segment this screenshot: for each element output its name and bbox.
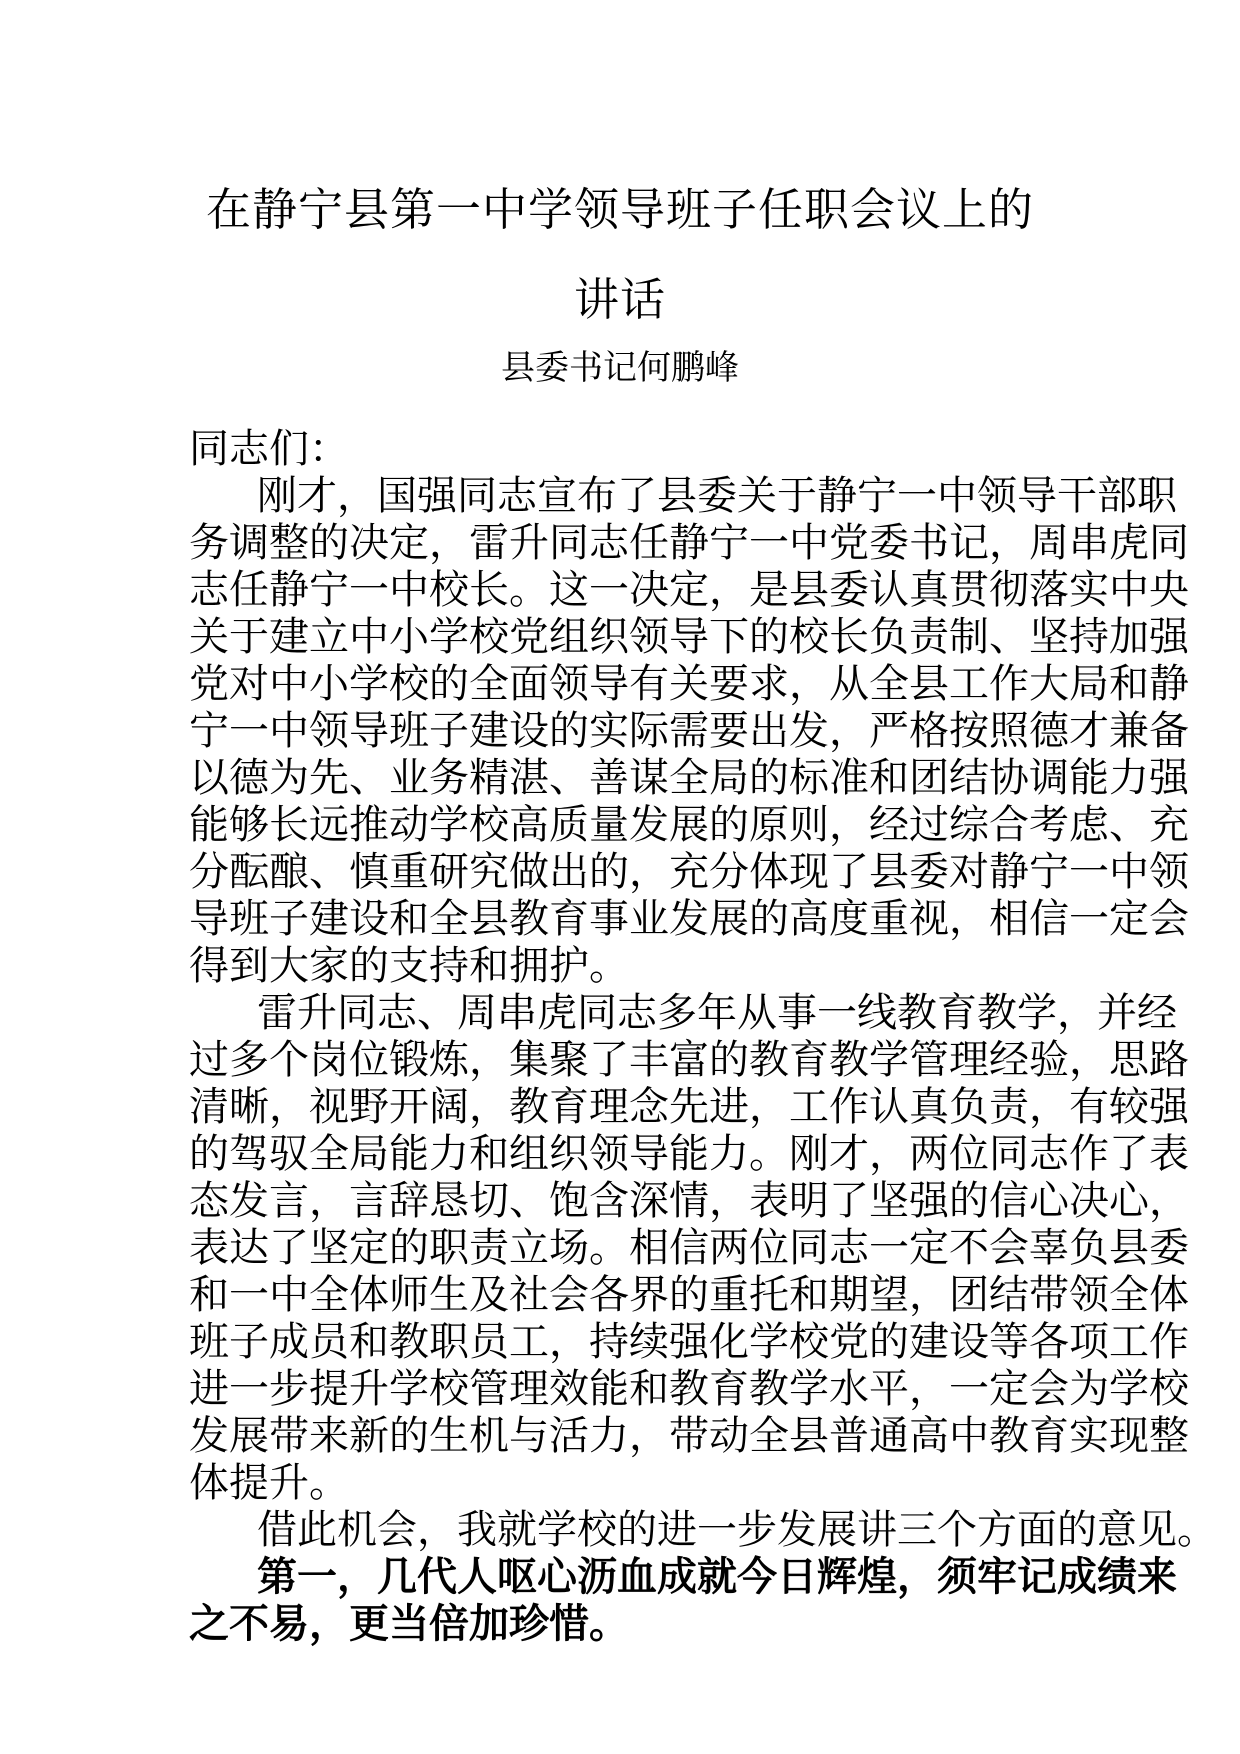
body-text-line: 借此机会，我就学校的进一步发展讲三个方面的意见。 — [257, 1507, 1217, 1553]
body-text-line: 志任静宁一中校长。这一决定，是县委认真贯彻落实中央 — [189, 567, 1189, 613]
body-text-line: 雷升同志、周串虎同志多年从事一线教育教学，并经 — [257, 990, 1177, 1036]
body-text-line: 体提升。 — [189, 1460, 349, 1506]
body-text-line: 和一中全体师生及社会各界的重托和期望，团结带领全体 — [189, 1272, 1189, 1318]
body-text-line: 发展带来新的生机与活力，带动全县普通高中教育实现整 — [189, 1413, 1189, 1459]
body-text-line: 以德为先、业务精湛、善谋全局的标准和团结协调能力强 — [189, 755, 1189, 801]
body-text-line: 进一步提升学校管理效能和教育教学水平，一定会为学校 — [189, 1366, 1189, 1412]
body-text-line: 清晰，视野开阔，教育理念先进，工作认真负责，有较强 — [189, 1084, 1189, 1130]
body-text-line: 能够长远推动学校高质量发展的原则，经过综合考虑、充 — [189, 802, 1189, 848]
body-text-line: 态发言，言辞恳切、饱含深情，表明了坚强的信心决心， — [189, 1178, 1189, 1224]
body-text-line: 得到大家的支持和拥护。 — [189, 943, 629, 989]
body-text-line: 第一，几代人呕心沥血成就今日辉煌，须牢记成绩来 — [257, 1554, 1177, 1600]
body-text-line: 之不易，更当倍加珍惜。 — [189, 1601, 629, 1647]
body-text-line: 分酝酿、慎重研究做出的，充分体现了县委对静宁一中领 — [189, 849, 1189, 895]
body-text-line: 同志们： — [189, 426, 349, 472]
document-title-line-2: 讲话 — [573, 273, 666, 326]
body-text-line: 务调整的决定，雷升同志任静宁一中党委书记，周串虎同 — [189, 520, 1189, 566]
document-title-line-1: 在静宁县第一中学领导班子任职会议上的 — [205, 183, 1034, 236]
body-text-line: 党对中小学校的全面领导有关要求，从全县工作大局和静 — [189, 661, 1189, 707]
body-text-line: 表达了坚定的职责立场。相信两位同志一定不会辜负县委 — [189, 1225, 1189, 1271]
document-author: 县委书记何鹏峰 — [501, 348, 739, 388]
body-text-line: 宁一中领导班子建设的实际需要出发，严格按照德才兼备 — [189, 708, 1189, 754]
body-text-line: 班子成员和教职员工，持续强化学校党的建设等各项工作 — [189, 1319, 1189, 1365]
body-text-line: 的驾驭全局能力和组织领导能力。刚才，两位同志作了表 — [189, 1131, 1189, 1177]
body-text-line: 刚才，国强同志宣布了县委关于静宁一中领导干部职 — [257, 473, 1177, 519]
body-text-line: 过多个岗位锻炼，集聚了丰富的教育教学管理经验，思路 — [189, 1037, 1189, 1083]
body-text-line: 导班子建设和全县教育事业发展的高度重视，相信一定会 — [189, 896, 1189, 942]
body-text-line: 关于建立中小学校党组织领导下的校长负责制、坚持加强 — [189, 614, 1189, 660]
